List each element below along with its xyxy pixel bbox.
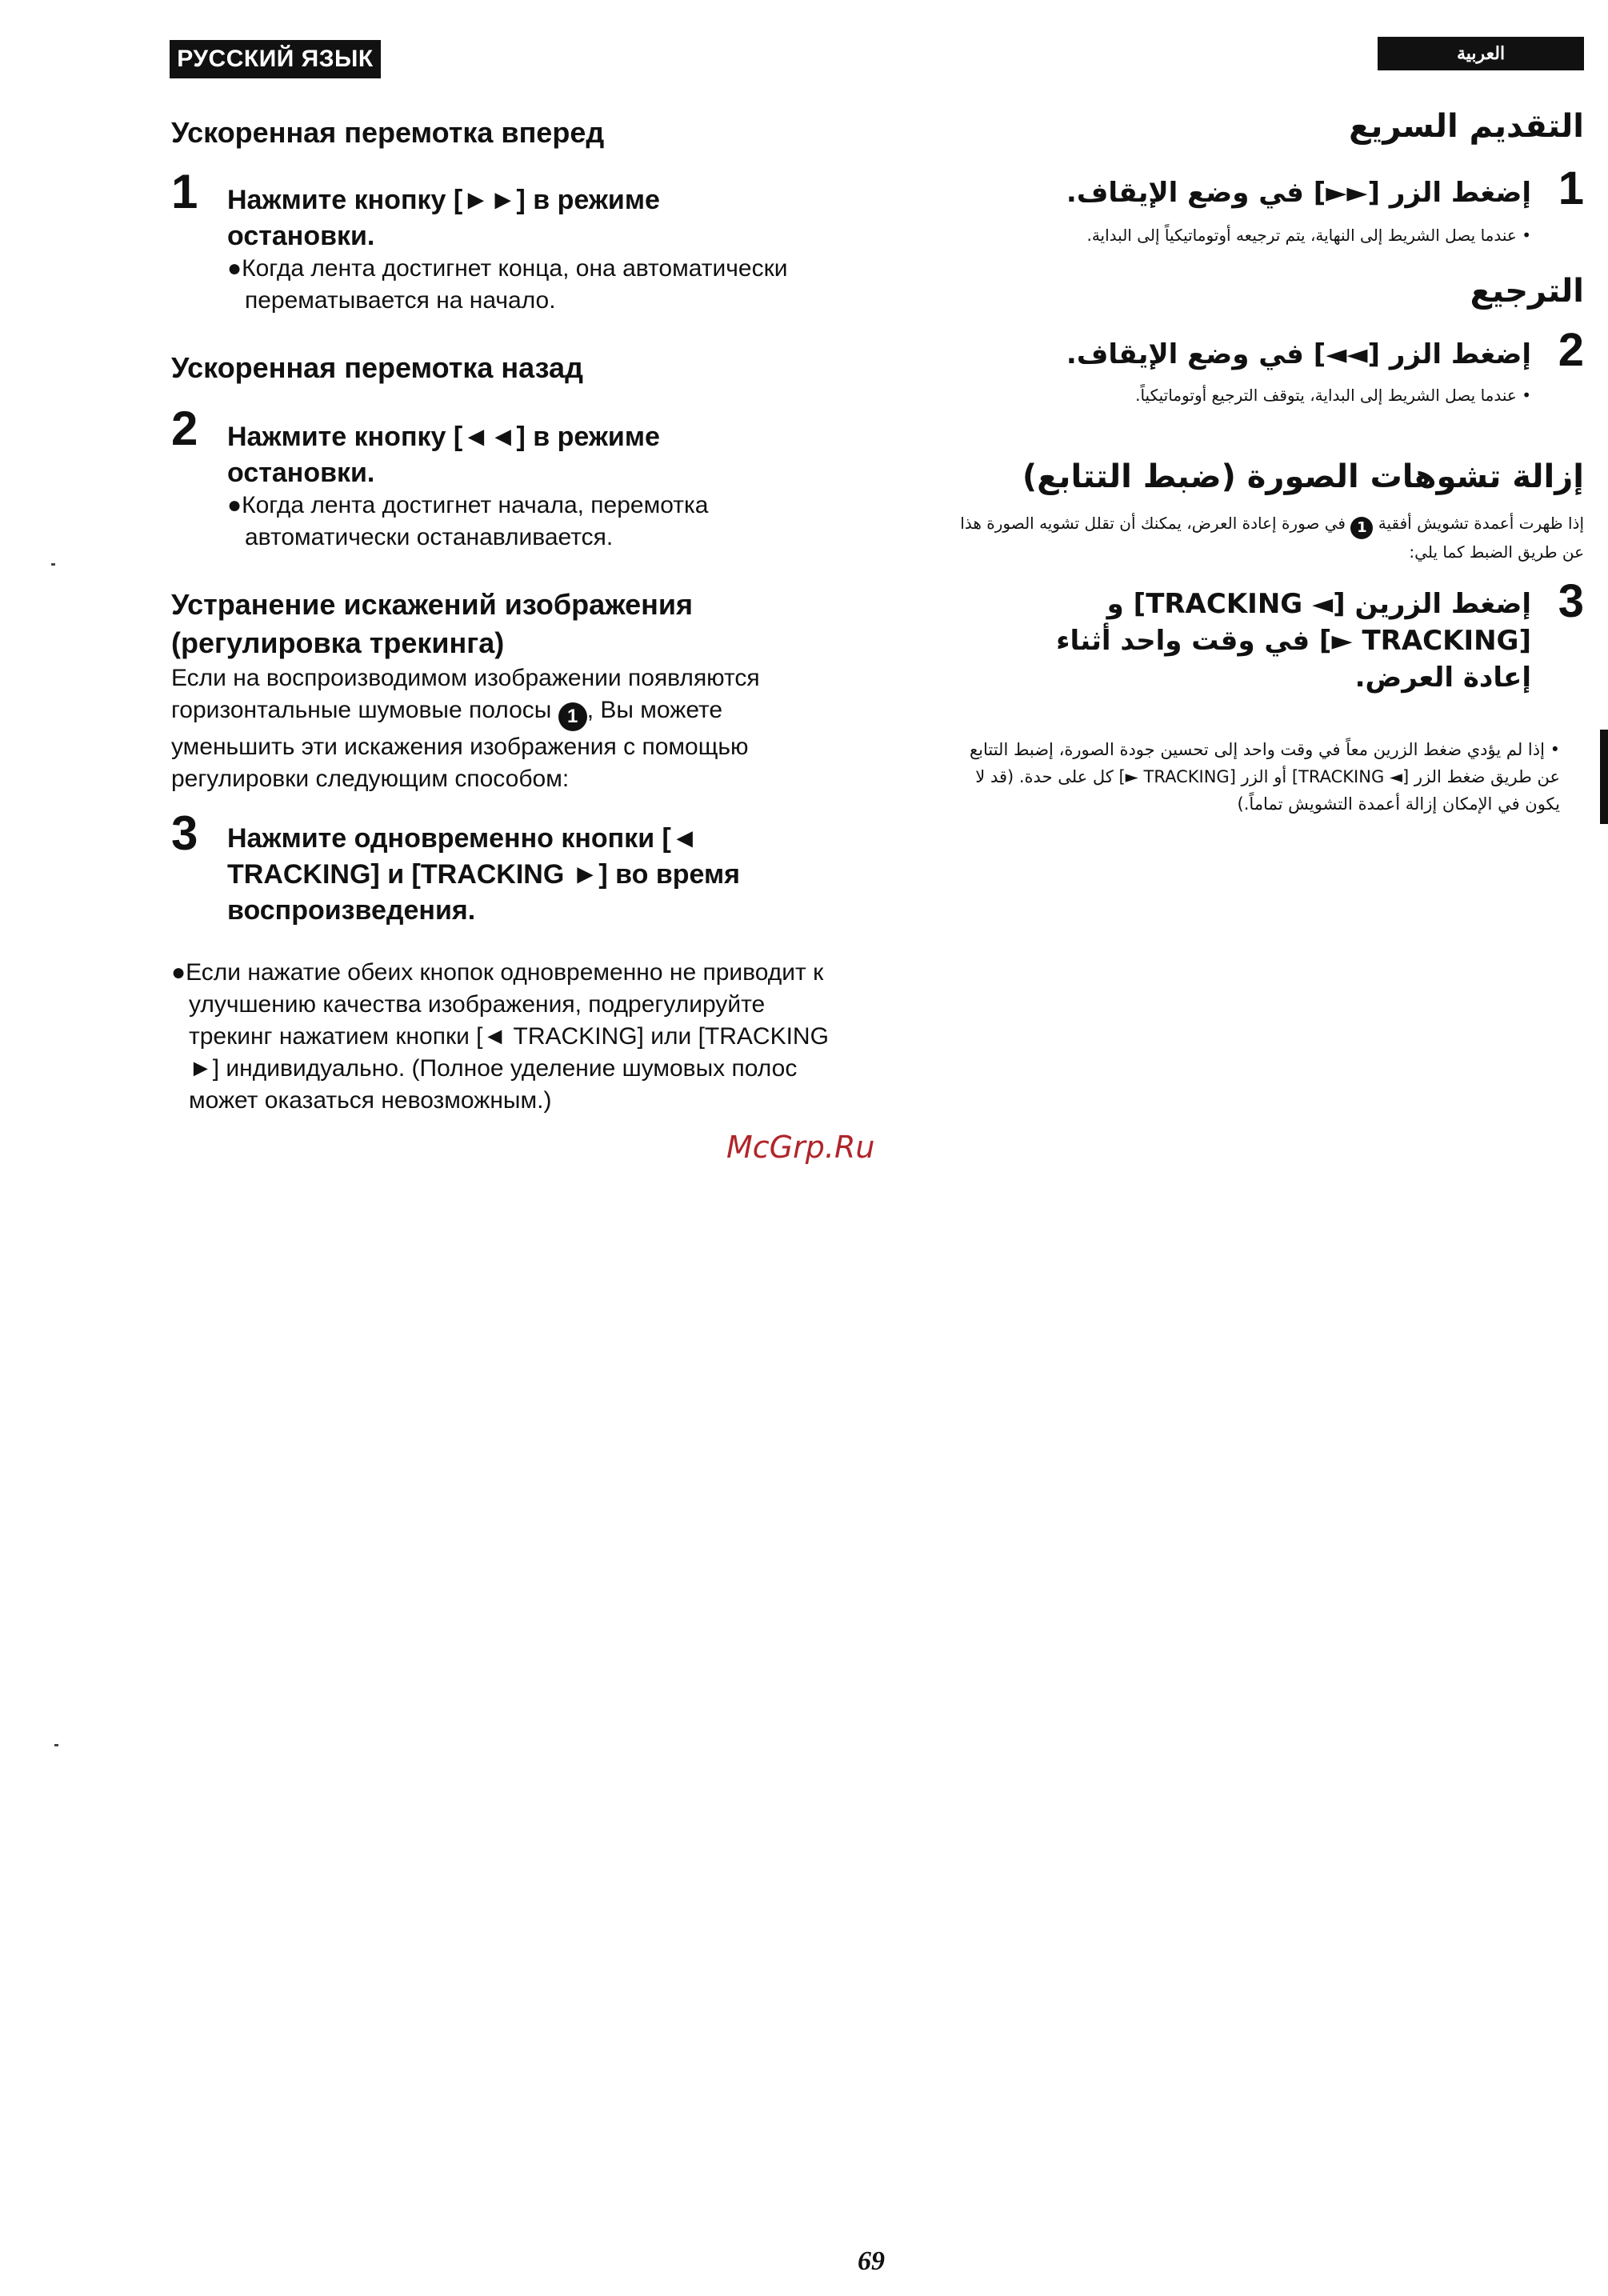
heading-rewind-ar: الترجيع [1470, 273, 1584, 310]
tracking-intro-part1-ar: إذا ظهرت أعمدة تشويش أفقية [1378, 514, 1584, 533]
tracking-intro-part2-ru: , Вы можете уменьшить эти искажения изображения с помощью регулировки следующим способом: [171, 697, 749, 792]
step-1-note-ru: ●Когда лента достигнет конца, она автоматически перематывается на начало. [227, 255, 788, 314]
section-marker-bar [1600, 730, 1608, 824]
heading-tracking-ar: إزالة تشوهات الصورة (ضبط التتابع) [1022, 458, 1584, 495]
step-3-text-ru: Нажмите одновременно кнопки [◄ TRACKING] и [TRACKING ►] во время воспроизведения. [227, 823, 740, 926]
step-2-number-ru: 2 [171, 402, 198, 455]
step-2-note-ar: • عندما يصل الشريط إلى البداية، يتوقف الترجيع أوتوماتيكياً. [1135, 386, 1531, 405]
step-2-number-ar: 2 [1558, 324, 1584, 376]
step-1-text-ar: إضغط الزر [►►] في وضع الإيقاف. [1066, 177, 1531, 209]
watermark: McGrp.Ru [726, 1130, 875, 1165]
step-3-note-ar: • إذا لم يؤدي ضغط الزرين معاً في وقت واحد إلى تحسين جودة الصورة، إضبط التتابع عن طريق ضغط الزر [◄ TRACKING] أو الزر [TRACKING ►] كل على حدة. (قد لا يكون في الإمكان إزالة أعمدة التشويش تماماً.) [969, 740, 1560, 814]
step-2-text-ar: إضغط الزر [◄◄] في وضع الإيقاف. [1066, 338, 1531, 370]
heading-tracking-ru: Устранение искажений изображения (регулировка трекинга) [171, 588, 694, 659]
tracking-intro-part1-ru: Если на воспроизводимом изображении появляются горизонтальные шумовые полосы [171, 665, 760, 723]
step-1-number-ar: 1 [1558, 162, 1584, 214]
page-number: 69 [858, 2246, 885, 2276]
language-tab-russian: РУССКИЙ ЯЗЫК [170, 40, 381, 78]
step-3-note-ru: ●Если нажатие обеих кнопок одновременно не приводит к улучшению качества изображения, подрегулируйте трекинг нажатием кнопки [◄ TRACKING] или [TRACKING ►] индивидуально. (Полное уделение шумовых полос может оказаться невозможным.) [171, 959, 829, 1114]
step-2-text-ru: Нажмите кнопку [◄◄] в режиме остановки. [227, 422, 660, 488]
noise-bars-marker-ar-icon: 1 [1350, 517, 1373, 539]
step-2-note-ru: ●Когда лента достигнет начала, перемотка автоматически останавливается. [227, 492, 709, 550]
heading-rewind-ru: Ускоренная перемотка назад [171, 351, 583, 384]
step-3-text-ar: إضغط الزرين [◄ TRACKING] و [TRACKING ►] في وقت واحد أثناء إعادة العرض. [1056, 588, 1531, 694]
heading-fast-forward-ar: التقديم السريع [1349, 108, 1584, 145]
tracking-intro-ar [960, 510, 1584, 565]
tracking-intro-part2-ar: في صورة إعادة العرض، يمكنك أن تقلل تشويه الصورة هذا عن طريق الضبط كما يلي: [960, 514, 1584, 562]
step-3-number-ru: 3 [171, 806, 198, 860]
tracking-intro-ru [171, 662, 811, 795]
heading-fast-forward-ru: Ускоренная перемотка вперед [171, 116, 605, 149]
step-3-number-ar: 3 [1558, 575, 1584, 627]
step-1-text-ru: Нажмите кнопку [►►] в режиме остановки. [227, 185, 660, 251]
language-tab-arabic: العربية [1378, 37, 1584, 70]
step-1-note-ar: • عندما يصل الشريط إلى النهاية، يتم ترجيعه أوتوماتيكياً إلى البداية. [1086, 226, 1531, 245]
step-1-number-ru: 1 [171, 165, 198, 218]
scan-speck [54, 1744, 58, 1746]
scan-speck [51, 563, 55, 566]
noise-bars-marker-icon: 1 [558, 702, 587, 731]
